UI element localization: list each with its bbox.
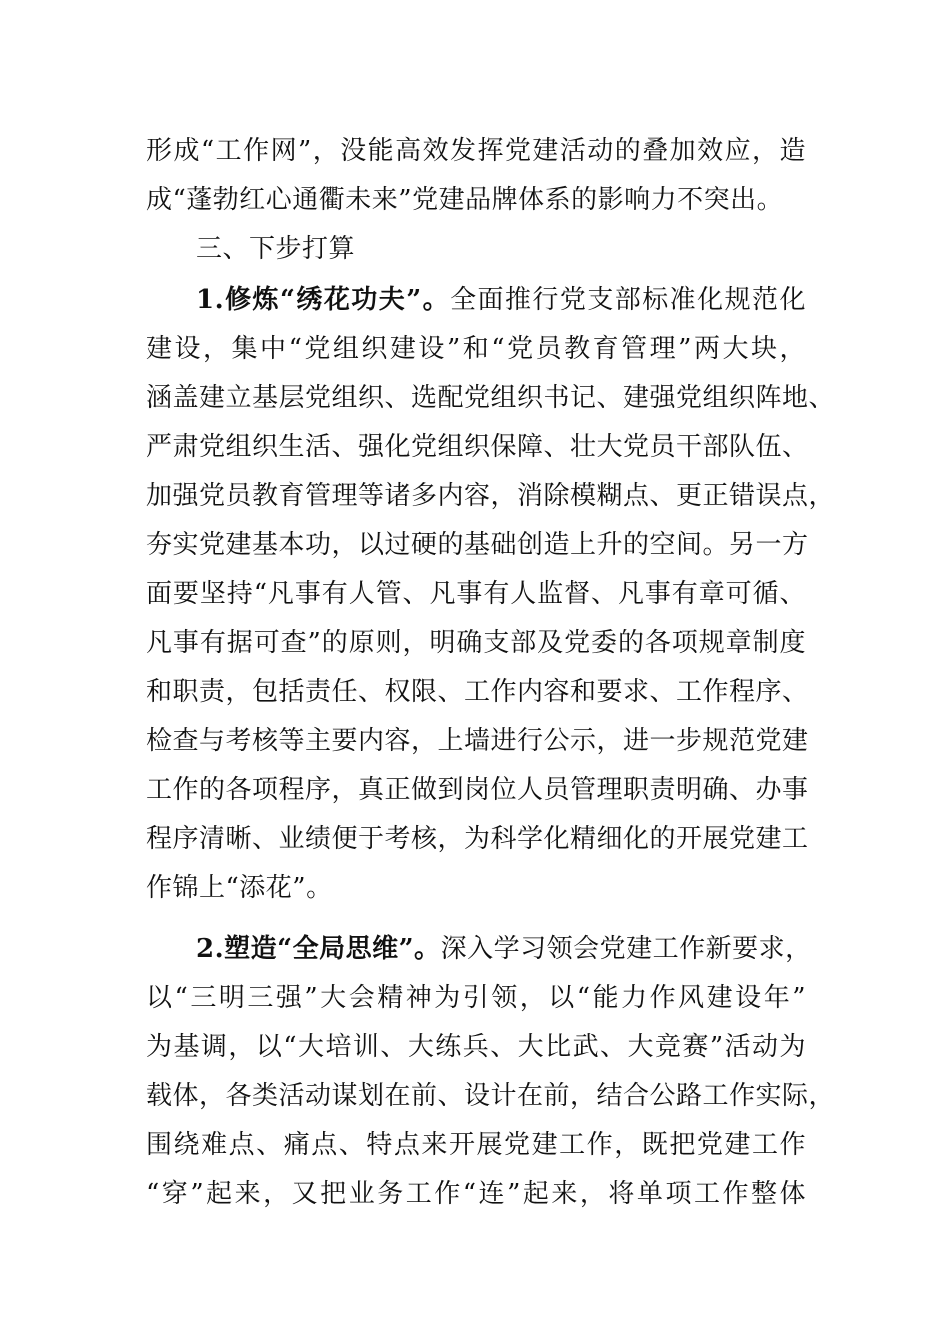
paragraph-line: 作锦上“添花”。 (146, 873, 333, 903)
paragraph-line: 严肃党组织生活、强化党组织保障、壮大党员干部队伍、 (146, 432, 809, 462)
paragraph-line: 夯实党建基本功，以过硬的基础创造上升的空间。另一方 (146, 530, 809, 560)
item-text: 深入学习领会党建工作新要求， (440, 934, 812, 964)
section-heading: 三、下步打算 (196, 234, 356, 264)
paragraph-line: 建设，集中“党组织建设”和“党员教育管理”两大块， (146, 334, 806, 364)
paragraph-line (196, 280, 806, 320)
item-heading-1: 1.修炼“绣花功夫”。 (196, 285, 451, 315)
item-text: 全面推行党支部标准化规范化 (450, 285, 806, 315)
paragraph-line: 涵盖建立基层党组织、选配党组织书记、建强党组织阵地、 (146, 383, 836, 413)
paragraph-line: 成“蓬勃红心通衢未来”党建品牌体系的影响力不突出。 (146, 185, 784, 215)
paragraph-line: 程序清晰、业绩便于考核，为科学化精细化的开展党建工 (146, 824, 809, 854)
paragraph-line: “穿”起来，又把业务工作“连”起来，将单项工作整体 (146, 1179, 806, 1209)
paragraph-line: 面要坚持“凡事有人管、凡事有人监督、凡事有章可循、 (146, 579, 806, 609)
paragraph-line: 围绕难点、痛点、特点来开展党建工作，既把党建工作 (146, 1130, 806, 1160)
paragraph-line: 和职责，包括责任、权限、工作内容和要求、工作程序、 (146, 677, 809, 707)
paragraph-line: 形成“工作网”，没能高效发挥党建活动的叠加效应，造 (146, 136, 806, 166)
paragraph-line: 工作的各项程序，真正做到岗位人员管理职责明确、办事 (146, 775, 809, 805)
paragraph-line (196, 929, 812, 969)
paragraph-line: 加强党员教育管理等诸多内容，消除模糊点、更正错误点， (146, 481, 836, 511)
paragraph-line: 检查与考核等主要内容，上墙进行公示，进一步规范党建 (146, 726, 809, 756)
paragraph-line: 以“三明三强”大会精神为引领，以“能力作风建设年” (146, 983, 806, 1013)
paragraph-line: 载体，各类活动谋划在前、设计在前，结合公路工作实际， (146, 1081, 836, 1111)
paragraph-line: 为基调，以“大培训、大练兵、大比武、大竞赛”活动为 (146, 1032, 806, 1062)
paragraph-line: 凡事有据可查”的原则，明确支部及党委的各项规章制度 (146, 628, 806, 658)
item-heading-2: 2.塑造“全局思维”。 (196, 934, 441, 964)
